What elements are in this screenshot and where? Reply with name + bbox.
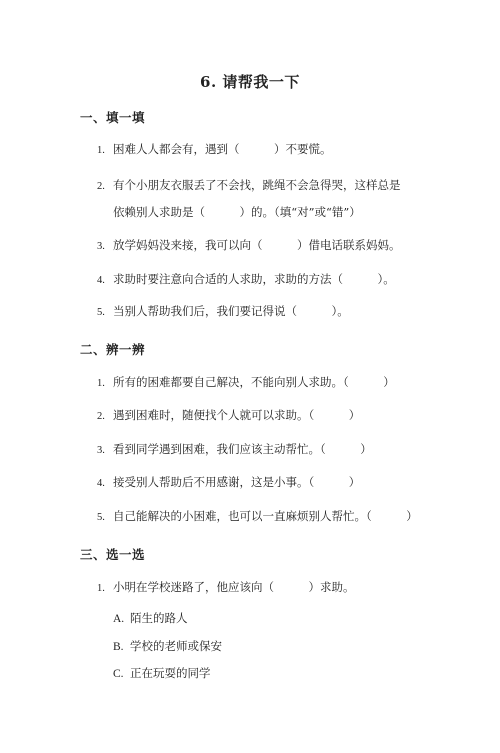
option-letter: B. [113,641,124,653]
section-heading-choose: 三、选一选 [80,547,146,562]
fill-question-5 [97,303,349,321]
question-text: 接受别人帮助后不用感谢，这是小事。（ ） [113,475,361,489]
fill-question-4 [97,271,395,289]
question-number: 1. [97,378,105,389]
question-number: 1. [97,145,105,156]
judge-question-1 [97,374,395,392]
option-text: 正在玩耍的同学 [130,666,211,680]
option-letter: A. [113,613,125,625]
option-c [113,665,211,682]
option-letter: C. [113,668,124,680]
judge-question-4 [97,474,360,492]
question-text: 所有的困难都要自己解决，不能向别人求助。（ ） [113,375,395,389]
question-text: 困难人人都会有，遇到（ ）不要慌。 [113,142,332,156]
question-number: 4. [97,478,105,489]
question-text: 有个小朋友衣服丢了不会找，跳绳不会急得哭，这样总是 [113,178,401,192]
option-text: 陌生的路人 [130,611,188,625]
question-text: 求助时要注意向合适的人求助，求助的方法（ ）。 [113,272,395,286]
question-text: 看到同学遇到困难，我们应该主动帮忙。（ ） [113,442,372,456]
choose-question-1 [97,579,355,597]
fill-question-2 [97,177,401,195]
question-text: 当别人帮助我们后，我们要记得说（ ）。 [113,304,349,318]
question-number: 3. [97,241,105,252]
option-text: 学校的老师或保安 [130,639,222,653]
question-number: 2. [97,411,105,422]
question-text: 遇到困难时，随便找个人就可以求助。（ ） [113,408,361,422]
judge-question-5 [97,508,418,526]
question-number: 5. [97,307,105,318]
page-title: 6. 请帮我一下 [200,73,300,91]
question-number: 5. [97,512,105,523]
option-b [113,638,222,655]
option-a [113,610,188,627]
question-number: 3. [97,445,105,456]
fill-question-3 [97,237,401,255]
question-number: 1. [97,583,105,594]
question-number: 4. [97,275,105,286]
judge-question-2 [97,407,360,425]
section-heading-fill: 一、填一填 [80,110,146,125]
question-text: 自己能解决的小困难，也可以一直麻烦别人帮忙。（ ） [113,509,418,523]
question-text: 放学妈妈没来接，我可以向（ ）借电话联系妈妈。 [113,238,401,252]
section-heading-judge: 二、辨一辨 [80,342,146,357]
fill-question-1 [97,141,332,159]
question-text: 小明在学校迷路了，他应该向（ ）求助。 [113,580,355,594]
judge-question-3 [97,441,372,459]
question-number: 2. [97,181,105,192]
fill-question-2-continued: 依赖别人求助是（ ）的。（填“对”或“错”） [113,205,361,219]
